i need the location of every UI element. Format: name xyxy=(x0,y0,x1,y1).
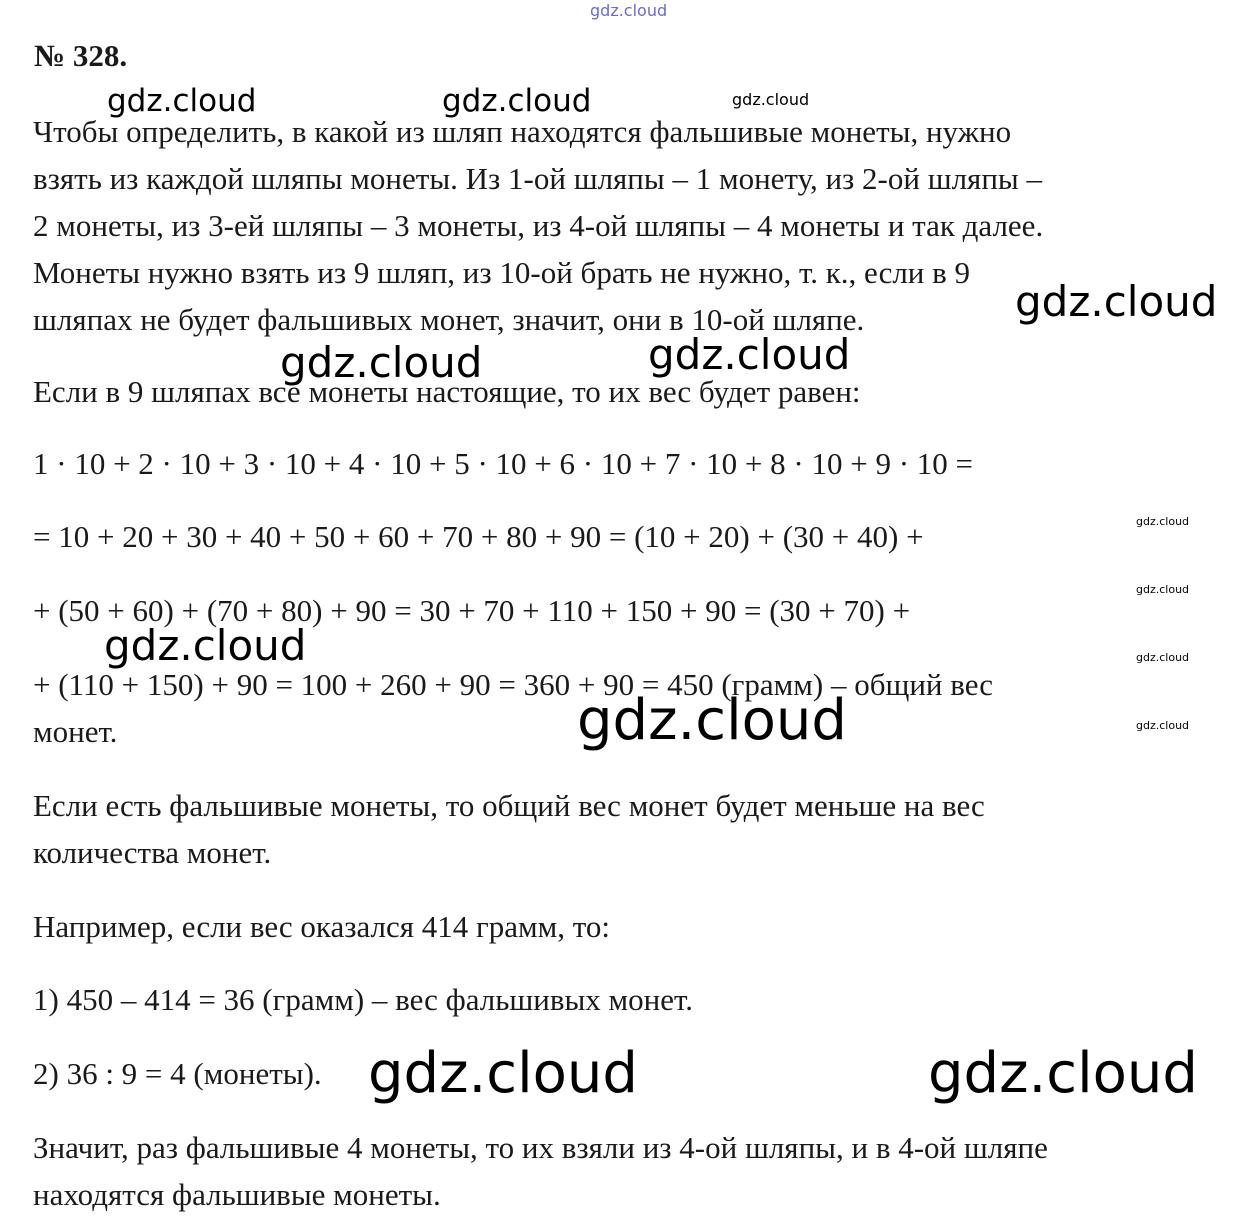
watermark: gdz.cloud xyxy=(104,621,307,670)
text-line: 2) 36 : 9 = 4 (монеты). xyxy=(33,1056,322,1091)
text-line: Если в 9 шляпах все монеты настоящие, то их вес будет равен: xyxy=(33,374,861,409)
text-line: 2 монеты, из 3-ей шляпы – 3 монеты, из 4-ой шляпы – 4 монеты и так далее. xyxy=(33,208,1044,243)
watermark: gdz.cloud xyxy=(1136,651,1190,664)
watermark: gdz.cloud xyxy=(590,1,668,20)
text-line: Монеты нужно взять из 9 шляп, из 10-ой брать не нужно, т. к., если в 9 xyxy=(33,255,971,290)
watermark: gdz.cloud xyxy=(648,330,851,379)
watermark: gdz.cloud xyxy=(280,338,483,387)
watermark: gdz.cloud xyxy=(442,83,592,119)
conclusion-paragraph xyxy=(33,1124,1233,1218)
watermark: gdz.cloud xyxy=(1136,515,1190,528)
equation-line xyxy=(33,440,1233,487)
watermark: gdz.cloud xyxy=(107,83,257,119)
equation-line xyxy=(33,513,1233,560)
text-line: взять из каждой шляпы монеты. Из 1-ой шляпы – 1 монету, из 2-ой шляпы – xyxy=(33,161,1042,196)
watermark: gdz.cloud xyxy=(1136,719,1190,732)
example-paragraph xyxy=(33,903,1233,950)
weight-statement xyxy=(33,368,1233,415)
fake-coins-paragraph xyxy=(33,782,1233,876)
text-line: + (110 + 150) + 90 = 100 + 260 + 90 = 360 + 90 = 450 (грамм) – общий вес xyxy=(33,667,994,702)
watermark: gdz.cloud xyxy=(1015,277,1218,326)
text-line: шляпах не будет фальшивых монет, значит, они в 10-ой шляпе. xyxy=(33,302,865,337)
text-line: = 10 + 20 + 30 + 40 + 50 + 60 + 70 + 80 + 90 = (10 + 20) + (30 + 40) + xyxy=(33,519,924,554)
text-line: Значит, раз фальшивые 4 монеты, то их взяли из 4-ой шляпы, и в 4-ой шляпе xyxy=(33,1130,1048,1165)
watermark: gdz.cloud xyxy=(368,1041,638,1106)
watermark: gdz.cloud xyxy=(928,1041,1198,1106)
watermark: gdz.cloud xyxy=(732,90,810,109)
text-line: находятся фальшивые монеты. xyxy=(33,1177,441,1212)
text-line: Чтобы определить, в какой из шляп находятся фальшивые монеты, нужно xyxy=(33,114,1012,149)
text-line: 1 · 10 + 2 · 10 + 3 · 10 + 4 · 10 + 5 · 10 + 6 · 10 + 7 · 10 + 8 · 10 + 9 · 10 = xyxy=(33,446,974,481)
watermark: gdz.cloud xyxy=(1136,583,1190,596)
step-1 xyxy=(33,976,1233,1023)
text-line: Например, если вес оказался 414 грамм, то: xyxy=(33,909,610,944)
text-line: количества монет. xyxy=(33,835,272,870)
watermark: gdz.cloud xyxy=(577,688,847,753)
text-line: 1) 450 – 414 = 36 (грамм) – вес фальшивых монет. xyxy=(33,982,693,1017)
problem-number: № 328. xyxy=(34,38,128,73)
text-line: Если есть фальшивые монеты, то общий вес монет будет меньше на вес xyxy=(33,788,985,823)
text-line: монет. xyxy=(33,714,118,749)
text-line: + (50 + 60) + (70 + 80) + 90 = 30 + 70 + 110 + 150 + 90 = (30 + 70) + xyxy=(33,593,911,628)
